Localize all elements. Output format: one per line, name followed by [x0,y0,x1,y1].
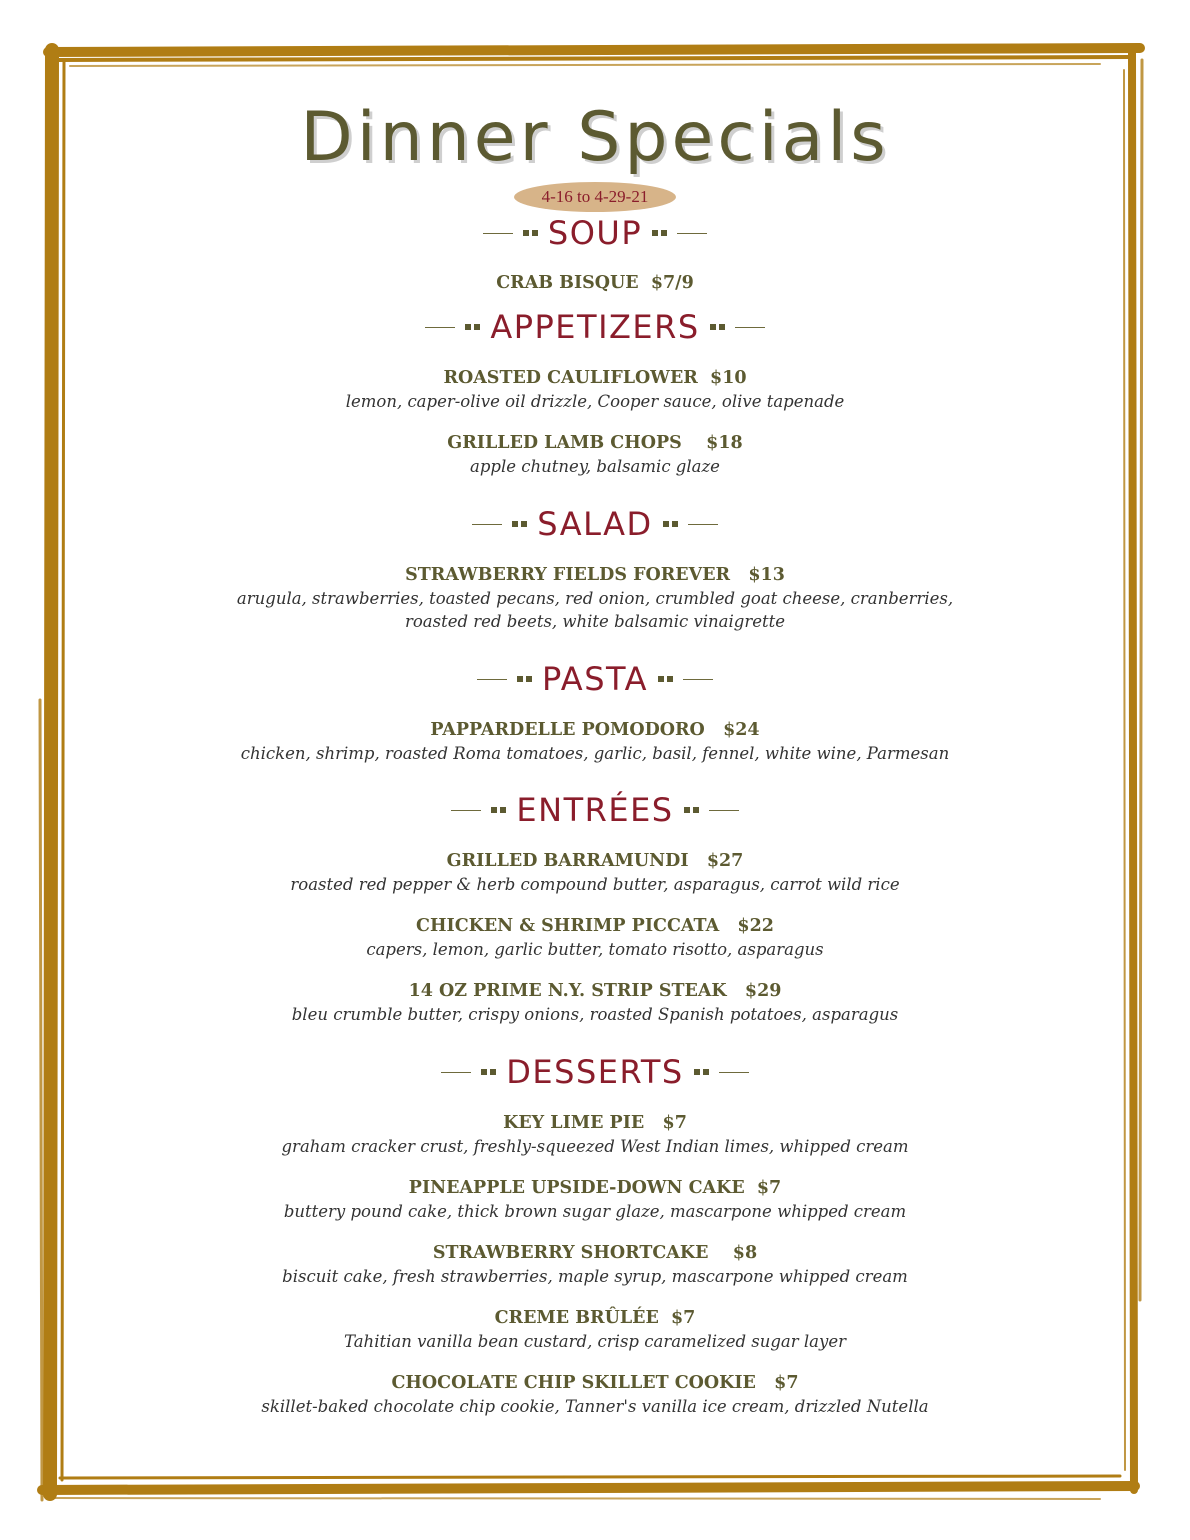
menu-item [0,1371,1190,1418]
section-heading [0,211,1190,255]
ornament-dots [491,807,506,813]
item-name: PAPPARDELLE POMODORO $24 [430,720,760,740]
menu-item [0,1306,1190,1353]
section-heading [0,1050,1190,1094]
heading-desserts: DESSERTS [506,1053,684,1091]
divider-rule [709,810,739,811]
section-pasta [0,657,1190,765]
item-name: 14 OZ PRIME N.Y. STRIP STEAK $29 [408,981,782,1001]
item-description: Tahitian vanilla bean custard, crisp caramelized sugar layer [344,1332,846,1351]
item-name: GRILLED BARRAMUNDI $27 [446,851,744,871]
menu-item [0,914,1190,961]
ornament-dots [684,807,699,813]
section-appetizers [0,305,1190,478]
divider-rule [441,1072,471,1073]
divider-rule [483,233,513,234]
divider-rule [683,679,713,680]
item-name: CRAB BISQUE $7/9 [496,273,694,293]
item-name: STRAWBERRY SHORTCAKE $8 [432,1243,758,1263]
menu-item [0,1241,1190,1288]
divider-rule [677,233,707,234]
menu-item [0,366,1190,413]
item-description: capers, lemon, garlic butter, tomato risotto, asparagus [366,940,824,959]
ornament-dots [658,676,673,682]
date-range-badge: 4-16 to 4-29-21 [514,182,676,212]
menu-item [0,718,1190,765]
divider-rule [719,1072,749,1073]
item-description: buttery pound cake, thick brown sugar glaze, mascarpone whipped cream [283,1202,907,1221]
section-heading [0,305,1190,349]
heading-salad: SALAD [537,505,653,543]
item-description: arugula, strawberries, toasted pecans, red onion, crumbled goat cheese, cranberries, [236,589,954,608]
item-name: CREME BRÛLÉE $7 [494,1308,696,1328]
section-heading [0,657,1190,701]
heading-appetizers: APPETIZERS [490,308,700,346]
divider-rule [735,327,765,328]
item-name: STRAWBERRY FIELDS FOREVER $13 [405,565,785,585]
item-name: CHICKEN & SHRIMP PICCATA $22 [416,916,774,936]
menu-item [0,849,1190,896]
ornament-dots [652,230,667,236]
item-name: CHOCOLATE CHIP SKILLET COOKIE $7 [391,1373,799,1393]
divider-rule [472,524,502,525]
section-desserts [0,1050,1190,1418]
ornament-dots [523,230,538,236]
ornament-dots [694,1069,709,1075]
item-description-line-2: roasted red beets, white balsamic vinaigrette [404,612,786,631]
divider-rule [425,327,455,328]
item-name: ROASTED CAULIFLOWER $10 [443,368,747,388]
divider-rule [688,524,718,525]
item-description: bleu crumble butter, crispy onions, roasted Spanish potatoes, asparagus [291,1005,899,1024]
ornament-dots [663,521,678,527]
item-description: lemon, caper-olive oil drizzle, Cooper sauce, olive tapenade [345,392,845,411]
ornament-dots [517,676,532,682]
heading-pasta: PASTA [542,660,648,698]
section-heading [0,788,1190,832]
ornament-dots [481,1069,496,1075]
item-description: graham cracker crust, freshly-squeezed West Indian limes, whipped cream [281,1137,909,1156]
section-heading [0,502,1190,546]
heading-entrees: ENTRÉES [516,791,674,829]
item-description: roasted red pepper & herb compound butter, asparagus, carrot wild rice [290,875,900,894]
ornament-dots [512,521,527,527]
item-name: PINEAPPLE UPSIDE-DOWN CAKE $7 [408,1178,782,1198]
menu-item [0,1176,1190,1223]
ornament-dots [710,324,725,330]
menu-item [0,563,1190,633]
section-entrees [0,788,1190,1026]
menu-item [0,979,1190,1026]
section-salad [0,502,1190,633]
item-name: GRILLED LAMB CHOPS $18 [447,433,743,453]
heading-soup: SOUP [547,214,643,252]
menu-item [0,431,1190,478]
divider-rule [451,810,481,811]
item-description: skillet-baked chocolate chip cookie, Tanner's vanilla ice cream, drizzled Nutella [261,1397,929,1416]
menu-item [0,271,1190,295]
ornament-dots [465,324,480,330]
item-description: biscuit cake, fresh strawberries, maple syrup, mascarpone whipped cream [282,1267,908,1286]
divider-rule [477,679,507,680]
item-name: KEY LIME PIE $7 [503,1113,687,1133]
page-title: Dinner Specials [300,98,890,177]
item-description: apple chutney, balsamic glaze [470,457,720,476]
menu-item [0,1111,1190,1158]
item-description: chicken, shrimp, roasted Roma tomatoes, garlic, basil, fennel, white wine, Parmesan [240,744,950,763]
section-soup [0,211,1190,295]
